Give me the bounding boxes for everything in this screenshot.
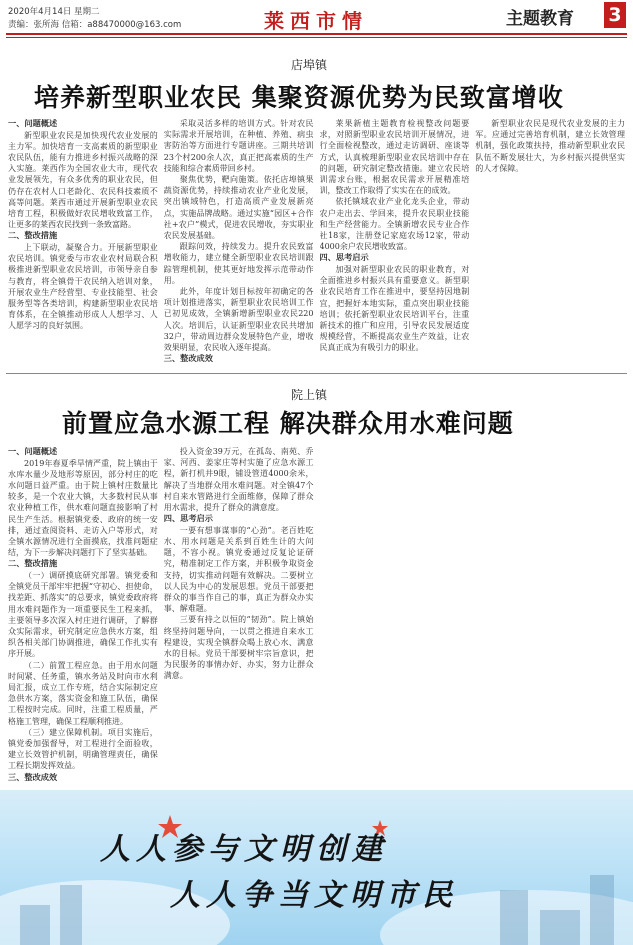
page-header	[0, 0, 633, 46]
text-column	[320, 446, 470, 784]
civilization-banner	[0, 790, 633, 945]
section-heading: 四、思考启示	[163, 513, 213, 524]
skyline-building	[540, 910, 580, 945]
article1-kicker: 店埠镇	[291, 58, 328, 72]
text-column	[8, 118, 158, 368]
paragraph: （一）调研摸底研究部署。镇党委和全镇党员干部牢牢把握“守初心、担使命，找差距、抓落实”的总要求，镇党委政府将用水难问题作为一项重要民生工程来抓，主要领导多次深入村庄进行调研，了解群众实际需求，研究制定应急供水方案，组织各相关部门协调推进，确保工作扎实有序开展。	[8, 571, 158, 659]
paragraph: （二）前置工程应急。由于用水问题时间紧、任务重，镇水务站及时向市水利局汇报，成立工作专班，结合实际制定应急供水方案，落实资金和施工队伍，确保工程按时完成。同时，注重工程质量，严格施工管理，确保工程顺利推进。	[8, 660, 158, 726]
section-heading: 四、思考启示	[319, 252, 369, 263]
section-heading: 一、问题概述	[8, 446, 58, 456]
paragraph: 依托镇域农业产业化龙头企业，带动农户走出去、学回来，提升农民职业技能和生产经营能力。全镇新增农民专业合作社18家，注册登记家庭农场12家，带动4000余户农民增收致富。	[319, 197, 470, 252]
section-divider	[6, 373, 627, 374]
editor-contact: 责编：张所海 信箱：a88470000@163.com	[8, 20, 182, 30]
text-column	[320, 118, 470, 368]
article2-headline: 前置应急水源工程 解决群众用水难问题	[62, 409, 514, 438]
text-column	[164, 446, 314, 784]
text-column	[164, 118, 314, 368]
section-heading: 一、问题概述	[8, 118, 58, 128]
section-heading: 二、整改措施	[8, 558, 58, 569]
header-info	[8, 6, 181, 32]
slogan-line1: 人人参与文明创建	[100, 832, 388, 867]
section-heading: 三、整改成效	[163, 353, 213, 364]
paragraph: 新型职业农民是现代农业发展的主力军。应通过完善培育机制，建立长效管理机制，强化政策扶持，推动新型职业农民队伍不断发展壮大，为乡村振兴提供坚实的人才保障。	[475, 119, 625, 173]
paragraph: 此外，年度计划目标按年初确定的各项计划推进落实，新型职业农民培训工作已初见成效，全镇新增新型职业农民220人次。培训后，认证新型职业农民共增加32户，带动周边群众发展特色产业，增收效果明显，农民收入逐年提高。	[163, 287, 314, 353]
paragraph: 新型职业农民是加快现代农业发展的主力军。加快培育一支高素质的新型职业农民队伍，能有力推进乡村振兴战略的深入实施。莱西作为全国农业大市，现代农业发展领先，有众多优秀的职业农民，但仍存在农村人口老龄化、农民科技素质不高等问题。莱西市通过开展新型职业农民培育工程，积极做好农民增收致富工作，让更多的莱西农民找到一条致富路。	[8, 130, 158, 230]
skyline-building	[500, 890, 528, 945]
paragraph: 2019年春夏季旱情严重，院上镇由于水库水量少及地形等原因，部分村庄的吃水问题日益严重。由于院上镇村庄数量比较多，是一个农业大镇，大多数村民从事农业种植工作，供水难问题直接影响了村民生产生活。根据镇党委、政府的统一安排，通过查阅资料、走访入户等形式，对全镇水源情况进行全面摸底，找准问题症结，为下一步解决问题打下了坚实基础。	[8, 458, 158, 558]
paragraph: 加强对新型职业农民的职业教育，对全面推进乡村振兴具有重要意义。新型职业农民培育工作在推进中，要坚持因地制宜，把握好本地实际，重点突出职业技能培训；依托新型职业农民培训平台，注重新技术的推广和应用，引导农民发展适度规模经营，不断提高农业生产效益，让农民真正成为有吸引力的职业。	[319, 265, 470, 353]
paragraph: 聚焦优势，靶向施策。依托店埠镇果蔬资源优势，持续推动农业产业化发展，突出镇域特色，打造高质产业发展新亮点，实施品牌战略。通过实施“园区+合作社+农户”模式，促进农民增收，夯实职业农民发展基础。	[163, 175, 314, 241]
text-column	[475, 446, 625, 784]
paragraph: 采取灵活多样的培训方式。针对农民实际需求开展培训，在种植、养殖、病虫害防治等方面进行专题讲座。三期共培训23个村200余人次，真正把高素质的生产技能和综合素质带回乡村。	[163, 119, 314, 173]
section-heading: 二、整改措施	[8, 230, 58, 241]
section-title: 主题教育	[506, 9, 574, 29]
text-column	[475, 118, 625, 368]
page-number: 3	[604, 2, 626, 28]
paragraph: 投入资金39万元，在孤岛、南苑、乔家、河西、姜家庄等村实施了应急水源工程，新打机井9眼，铺设管道4000余米，解决了当地群众用水难问题。对全镇47个村自来水管路进行全面维修，保障了群众用水需求，提升了群众的满意度。	[163, 447, 314, 513]
header-rule-thin	[6, 37, 627, 38]
article1-headline: 培养新型职业农民 集聚资源优势为民致富增收	[34, 83, 564, 112]
header-rule	[6, 33, 627, 35]
paragraph: 三要有持之以恒的“韧劲”。院上镇始终坚持问题导向，一以贯之推进自来水工程建设，实现全镇群众喝上放心水、满意水的目标。党员干部要树牢宗旨意识，把为民服务的事情办好、办实，努力让群众满意。	[163, 615, 314, 681]
skyline-building	[20, 905, 50, 945]
slogan-line2: 人人争当文明市民	[170, 878, 458, 913]
newspaper-masthead: 莱西市情	[264, 9, 368, 33]
paragraph: 跟踪问效，持续发力。提升农民致富增收能力，建立健全新型职业农民培训跟踪管理机制，使其更好地发挥示范带动作用。	[163, 242, 314, 285]
skyline-building	[60, 885, 82, 945]
paragraph: （三）建立保障机制。项目实施后，镇党委加强督导，对工程进行全面验收，建立长效管护机制，明确管理责任，确保工程长期发挥效益。	[8, 727, 158, 771]
section-heading: 三、整改成效	[8, 771, 58, 782]
text-column	[8, 446, 158, 784]
paragraph: 莱果新植主题教育检视整改问题要求，对照新型职业农民培训开展情况，进行全面检视整改，通过走访调研、座谈等方式，认真梳理新型职业农民培训中存在的问题，研究制定整改措施。建立农民培训需求台账，根据农民需求开展精准培训，整改工作取得了实实在在的成效。	[319, 119, 470, 196]
paragraph: 上下联动，凝聚合力。开展新型职业农民培训。镇党委与市农业农村局联合积极推进新型职业农民培训，市领导亲自参与教育，将全镇骨干农民纳入培训对象，开展农业生产经营型、专业技能型、社会服务型等各类培训，构建新型职业农民培育体系，在全镇推动形成人人想学习、人人愿学习的良好氛围。	[8, 243, 158, 331]
skyline-building	[590, 875, 614, 945]
article2-kicker: 院上镇	[291, 388, 328, 402]
paragraph: 一要有想事谋事的“心劲”。老百姓吃水、用水问题是关系到百姓生计的大问题，不容小视。镇党委通过反复论证研究，精准制定工作方案，并积极争取资金支持，切实推动问题有效解决。二要树立以人民为中心的发展思想。党员干部要把群众的事当作自己的事，真正为群众办实事、解难题。	[163, 525, 314, 614]
issue-date: 2020年4月14日 星期二	[8, 7, 100, 17]
